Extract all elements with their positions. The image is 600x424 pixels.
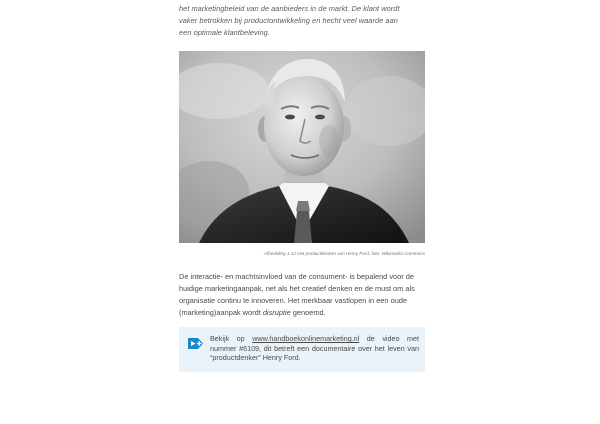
intro-line: een optimale klantbeleving. — [179, 28, 270, 37]
intro-paragraph — [179, 3, 425, 39]
handboek-link[interactable]: www.handboekonlinemarketing.nl — [252, 334, 360, 343]
video-tip-box — [179, 327, 425, 372]
video-tip-icon — [187, 336, 204, 351]
tip-text-segment: Bekijk op — [210, 334, 253, 343]
body-line: organisatie continu te innoveren. Het merkbaar vastlopen in een oude — [179, 296, 408, 305]
emphasis-disruptie: disruptie — [262, 308, 291, 317]
intro-line: vaker betrokken bij productontwikkeling en hecht veel waarde aan — [179, 16, 398, 25]
intro-line: het marketingbeleid van de aanbieders in de markt. De klant wordt — [179, 4, 400, 13]
body-text-segment: genoemd. — [290, 308, 326, 317]
figure-caption: Afbeelding 1.12 Het productdenken van Henry Ford, foto: Wikimedia Commons — [263, 251, 425, 256]
body-line: De interactie- en machtsinvloed van de consument- is bepalend voor de — [179, 272, 414, 281]
body-line — [179, 307, 425, 319]
body-line: huidige marketingaanpak, net als het creatief denken en de must om als — [179, 284, 415, 293]
henry-ford-portrait — [179, 51, 425, 243]
tip-text-segment: de video met nummer #6109, dit betreft een documentaire over het leven van “productdenker” Henry Ford. — [210, 334, 419, 363]
portrait-photo-icon — [179, 51, 425, 243]
tip-text — [210, 334, 419, 363]
body-text-segment: (marketing)aanpak wordt — [179, 308, 263, 317]
body-paragraph — [179, 271, 425, 319]
